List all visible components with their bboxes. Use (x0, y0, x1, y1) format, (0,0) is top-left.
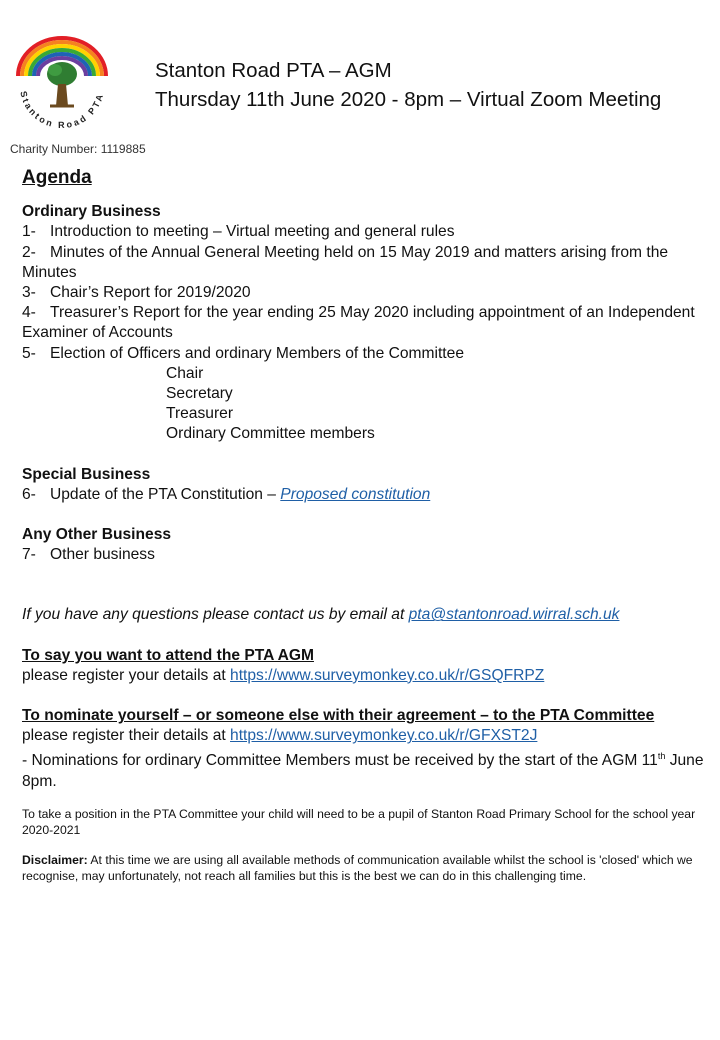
nominate-survey-link[interactable]: https://www.surveymonkey.co.uk/r/GFXST2J (230, 727, 538, 745)
email-link[interactable]: pta@stantonroad.wirral.sch.uk (408, 606, 620, 624)
nominate-note-text: - Nominations for ordinary Committee Members must be received by the start of the AGM 11 (22, 752, 658, 770)
aob-heading: Any Other Business (22, 526, 172, 544)
agenda-item (22, 545, 712, 565)
document-body (22, 168, 712, 884)
page-title (155, 56, 661, 114)
role-secretary: Secretary (166, 385, 233, 403)
title-line-1: Stanton Road PTA – AGM (155, 59, 392, 82)
agenda-item (22, 222, 712, 242)
contact-line (22, 605, 712, 625)
item-number: 6- (22, 485, 36, 503)
attend-survey-link[interactable]: https://www.surveymonkey.co.uk/r/GSQFRPZ (230, 666, 545, 684)
item-text: Update of the PTA Constitution – (50, 485, 281, 503)
item-text: Other business (50, 546, 155, 564)
nominate-heading: To nominate yourself – or someone else with their agreement – to the PTA Committee (22, 707, 655, 725)
agenda-item (22, 303, 712, 343)
nominate-note-end: June 8pm. (22, 752, 704, 790)
nominate-note (22, 746, 712, 792)
ordinary-business-heading: Ordinary Business (22, 203, 161, 221)
role-committee-members: Ordinary Committee members (166, 425, 375, 443)
ordinal-suffix: th (657, 751, 666, 762)
item-number: 2- (22, 243, 36, 261)
special-business-heading: Special Business (22, 465, 151, 483)
item-text: Election of Officers and ordinary Members of the Committee (50, 344, 464, 362)
item-number: 7- (22, 546, 36, 564)
item-number: 1- (22, 223, 36, 241)
item-number: 5- (22, 344, 36, 362)
disclaimer-text: At this time we are using all available methods of communication available whilst the school is 'closed' which we recognise, may unfortunately, not reach all families but this is the best we can do in this challenging time. (22, 853, 693, 884)
pta-logo (12, 34, 112, 142)
ordinary-business-list (22, 222, 712, 444)
charity-number: Charity Number: 1119885 (10, 142, 146, 156)
item-text: Chair’s Report for 2019/2020 (50, 284, 251, 302)
item-number: 3- (22, 284, 36, 302)
agenda-item (22, 485, 712, 505)
agenda-item (22, 344, 712, 364)
contact-text: If you have any questions please contact us by email at (22, 606, 409, 624)
disclaimer (22, 852, 712, 884)
attend-line (22, 666, 712, 686)
agenda-item (22, 243, 712, 283)
role-treasurer: Treasurer (166, 405, 234, 423)
tree-icon (47, 62, 77, 106)
logo-text: Stanton Road PTA (18, 90, 106, 131)
item-text: Minutes of the Annual General Meeting held on 15 May 2019 and matters arising from the Minutes (22, 243, 669, 281)
title-line-2: Thursday 11th June 2020 - 8pm – Virtual Zoom Meeting (155, 88, 662, 111)
agenda-item (22, 283, 712, 303)
proposed-constitution-link[interactable]: Proposed constitution (280, 485, 431, 503)
item-text: Introduction to meeting – Virtual meeting and general rules (50, 223, 455, 241)
disclaimer-label: Disclaimer: (22, 853, 88, 868)
attend-text: please register your details at (22, 666, 231, 684)
item-number: 4- (22, 304, 36, 322)
nominate-text: please register their details at (22, 727, 231, 745)
agenda-heading: Agenda (22, 167, 92, 188)
item-text: Treasurer’s Report for the year ending 25 May 2020 including appointment of an Independent Examiner of Accounts (22, 304, 695, 342)
eligibility-note: To take a position in the PTA Committee your child will need to be a pupil of Stanton Road Primary School for the school year 2020-2021 (22, 807, 696, 838)
attend-heading: To say you want to attend the PTA AGM (22, 646, 314, 664)
nominate-line (22, 726, 712, 746)
role-chair: Chair (166, 364, 204, 382)
